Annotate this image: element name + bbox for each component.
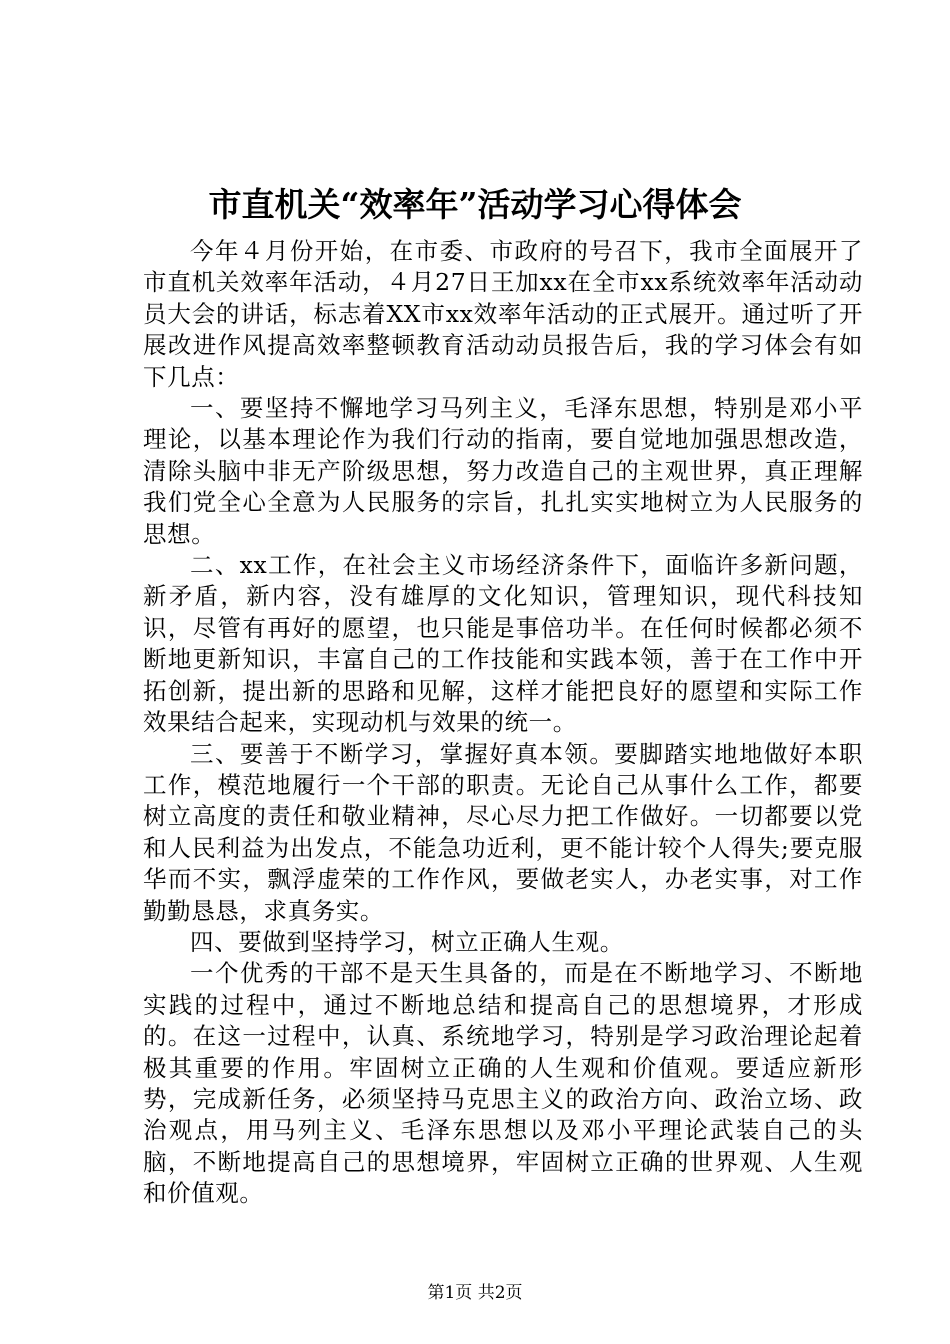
paragraph-point-4-heading: 四、要做到坚持学习，树立正确人生观。: [190, 927, 624, 956]
paragraph-point-4-body: 一个优秀的干部不是天生具备的，而是在不断地学习、不断地实践的过程中，通过不断地总结和提高自己的思想境界，才形成的。在这一过程中，认真、系统地学习，特别是学习政治理论起着极其重要的作用。牢固树立正确的人生观和价值观。要适应新形势，完成新任务，必须坚持马克思主义的政治方向、政治立场、政治观点，用马列主义、毛泽东思想以及邓小平理论武装自己的头脑，不断地提高自己的思想境界，牢固树立正确的世界观、人生观和价值观。: [143, 959, 863, 1208]
page-number-footer: 第1页 共2页: [427, 1283, 523, 1303]
paragraph-point-2: 二、xx工作，在社会主义市场经济条件下，面临许多新问题，新矛盾，新内容，没有雄厚的文化知识，管理知识，现代科技知识，尽管有再好的愿望，也只能是事倍功半。在任何时候都必须不断地更新知识，丰富自己的工作技能和实践本领，善于在工作中开拓创新，提出新的思路和见解，这样才能把良好的愿望和实际工作效果结合起来，实现动机与效果的统一。: [143, 551, 863, 737]
paragraph-point-3: 三、要善于不断学习，掌握好真本领。要脚踏实地地做好本职工作，模范地履行一个干部的职责。无论自己从事什么工作，都要树立高度的责任和敬业精神，尽心尽力把工作做好。一切都要以党和人民利益为出发点，不能急功近利，更不能计较个人得失;要克服华而不实，飘浮虚荣的工作作风，要做老实人，办老实事，对工作勤勤恳恳，求真务实。: [143, 739, 863, 925]
paragraph-point-1: 一、要坚持不懈地学习马列主义，毛泽东思想，特别是邓小平理论，以基本理论作为我们行动的指南，要自觉地加强思想改造，清除头脑中非无产阶级思想，努力改造自己的主观世界，真正理解我们党全心全意为人民服务的宗旨，扎扎实实地树立为人民服务的思想。: [143, 394, 863, 548]
document-title: 市直机关“效率年”活动学习心得体会: [208, 185, 742, 224]
paragraph-intro: 今年４月份开始，在市委、市政府的号召下，我市全面展开了市直机关效率年活动，４月27日王加xx在全市xx系统效率年活动动员大会的讲话，标志着XX市xx效率年活动的正式展开。通过听了开展改进作风提高效率整顿教育活动动员报告后，我的学习体会有如下几点：: [143, 237, 863, 391]
document-body: [143, 236, 863, 1210]
